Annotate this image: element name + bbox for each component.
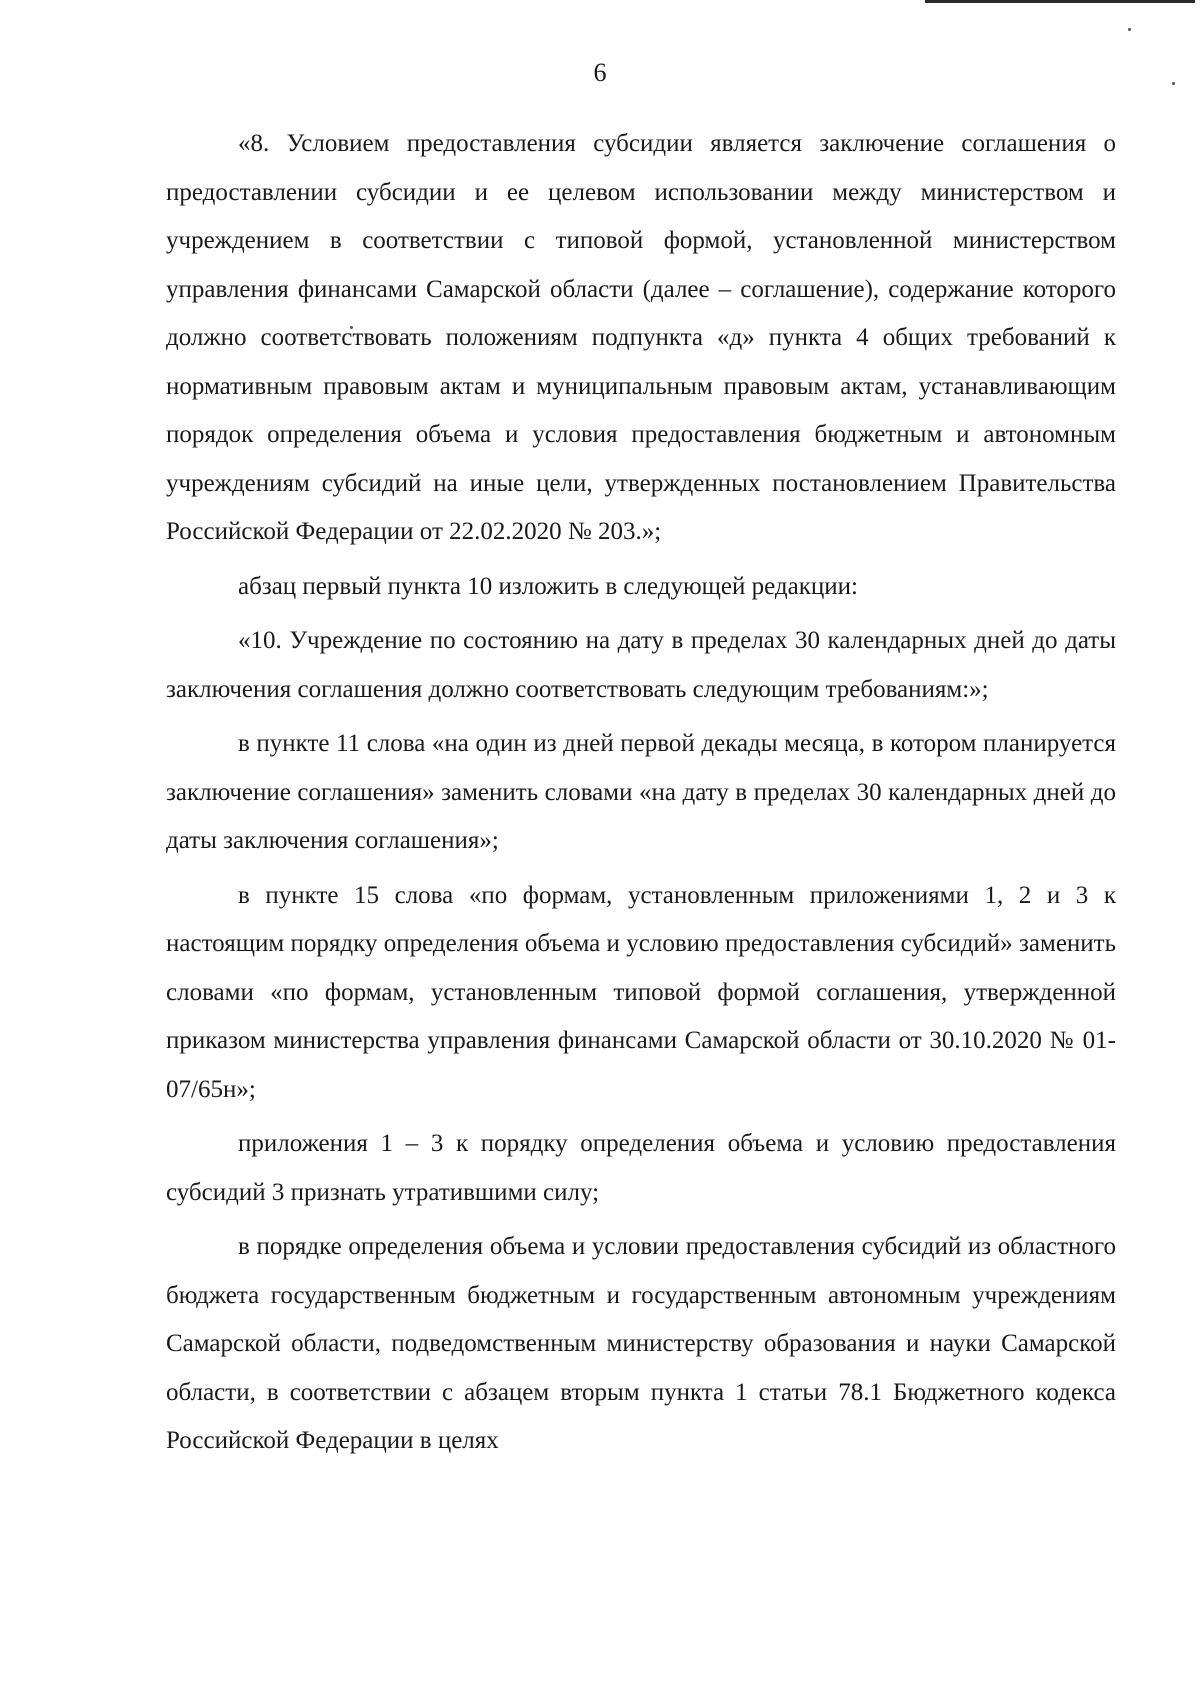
paragraph-amend-point-15: в пункте 15 слова «по формам, установленным приложениями 1, 2 и 3 к настоящим порядку определения объема и условию предоставления субсидий» заменить словами «по формам, установленным типовой формой соглашения, утвержденной приказом министерства управления финансами Самарской области от 30.10.2020 № 01-07/65н»; [166,881,1116,1103]
scan-speck [1128,28,1131,31]
paragraph-clause-8: «8. Условием предоставления субсидии является заключение соглашения о предоставлении субсидии и ее целевом использовании между министерством и учреждением в соответствии с типовой формой, установленной министерством управления финансами Самарской области (далее – соглашение), содержание которого должно соответствовать положениям подпункта «д» пункта 4 общих требований к нормативным правовым актам и муниципальным правовым актам, устанавливающим порядок определения объема и условия предоставления бюджетным и автономным учреждениям субсидий на иные цели, утвержденных постановлением Правительства Российской Федерации от 22.02.2020 № 203.»; [166,130,1116,545]
paragraph-annexes-void: приложения 1 – 3 к порядку определения объема и условию предоставления субсидий 3 признать утратившими силу; [166,1130,1116,1206]
document-body [166,120,1116,1472]
page-number: 6 [593,58,607,87]
paragraph-amend-point-11: в пункте 11 слова «на один из дней первой декады месяца, в котором планируется заключение соглашения» заменить словами «на дату в пределах 30 календарных дней до даты заключения соглашения»; [166,730,1116,854]
paragraph-amend-point-10: абзац первый пункта 10 изложить в следующей редакции: [238,572,858,600]
paragraph-clause-10: «10. Учреждение по состоянию на дату в пределах 30 календарных дней до даты заключения соглашения должно соответствовать следующим требованиям:»; [166,627,1116,703]
top-edge-line [925,0,1195,3]
paragraph-order-intro: в порядке определения объема и условии предоставления субсидий из областного бюджета государственным бюджетным и государственным автономным учреждениям Самарской области, подведомственным министерству образования и науки Самарской области, в соответствии с абзацем вторым пункта 1 статьи 78.1 Бюджетного кодекса Российской Федерации в целях [166,1233,1116,1454]
